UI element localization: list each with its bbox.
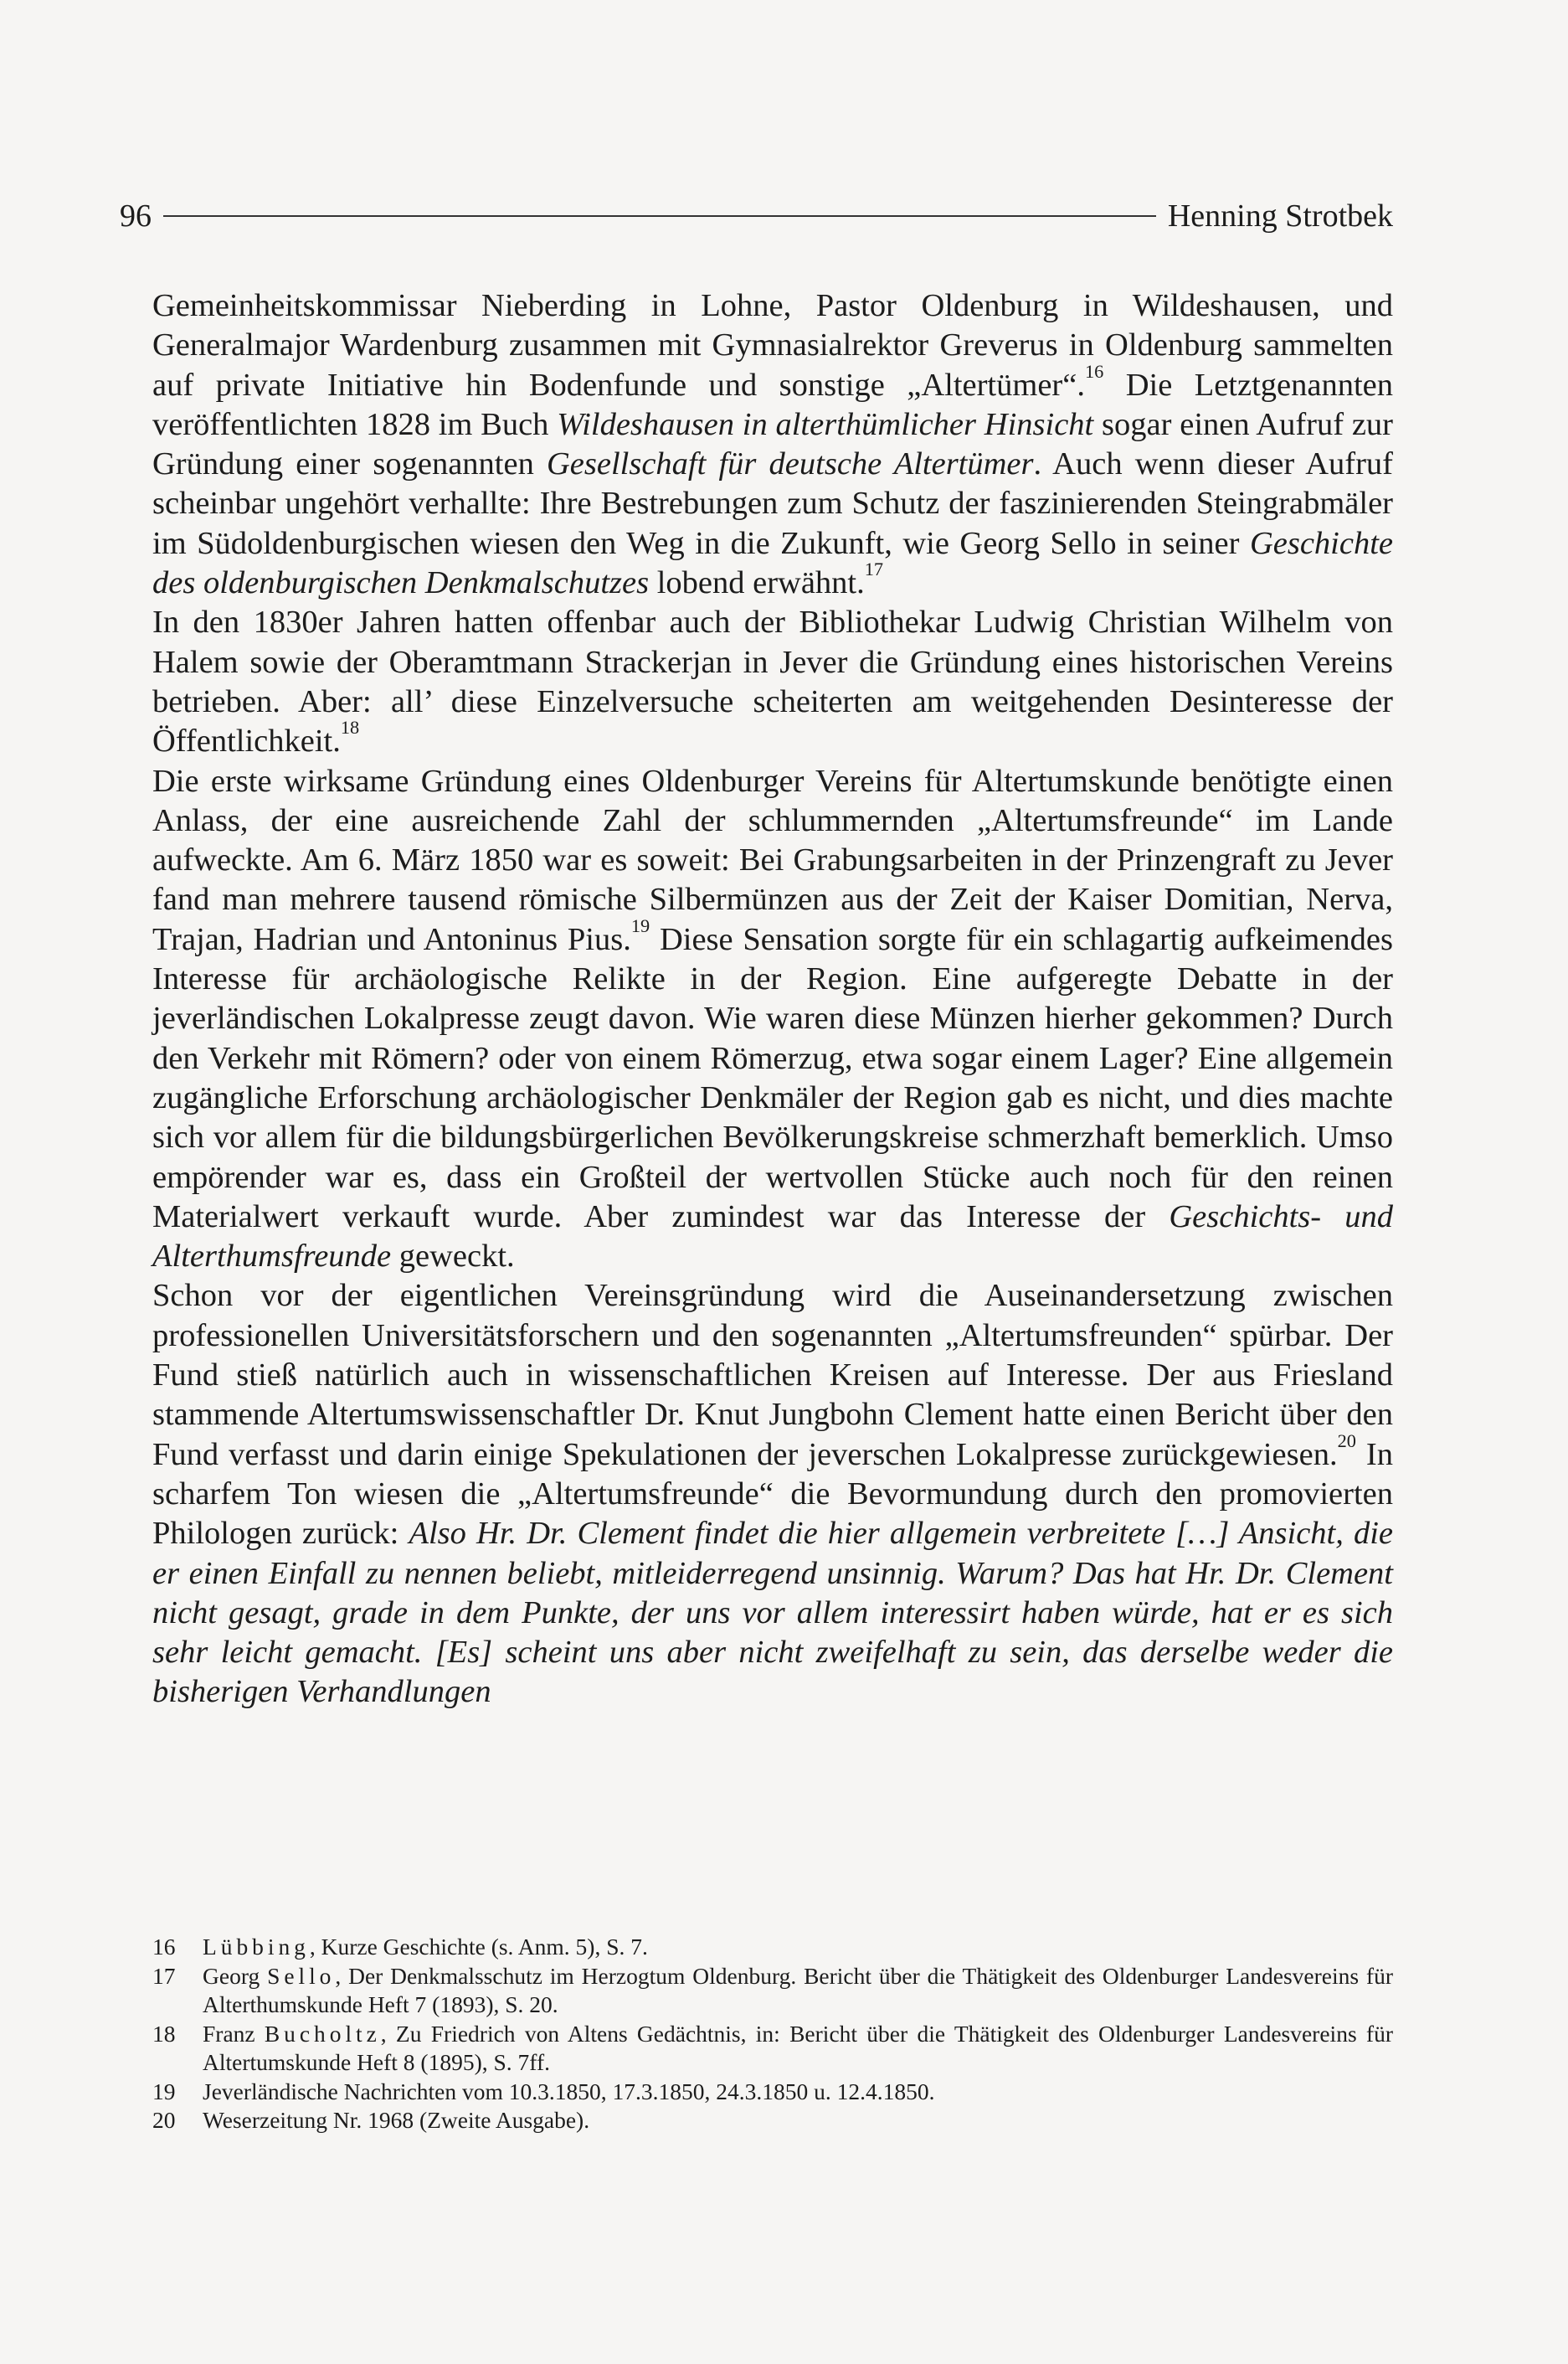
footnote-text	[203, 1933, 1393, 1962]
author-name: Sello	[267, 1962, 336, 1989]
text-run: , Zu Friedrich von Altens Gedächtnis, in: Bericht über die Thätigkeit des Oldenburger Landesvereins für Altertumskunde Heft 8 (1895), S. 7ff.	[203, 2020, 1393, 2075]
footnote-number: 16	[152, 1934, 176, 1960]
footnote-ref: 18	[340, 717, 360, 739]
footnote-text	[203, 2078, 1393, 2107]
footnote	[152, 1962, 1393, 2020]
footnote	[152, 2020, 1393, 2078]
text-run: Die erste wirksame Gründung eines Oldenburger Vereins für Altertumskunde benötigte einen Anlass, der eine ausreichende Zahl der schlummernden „Altertumsfreunde“ im Lande aufweckte. Am 6. März 1850 war es soweit: Bei Grabungsarbeiten in der Prinzengraft zu Jever fand man mehrere tausend römische Silbermünzen aus der Zeit der Kaiser Domitian, Nerva, Trajan, Hadrian und Antoninus Pius.	[152, 763, 1393, 957]
footnotes	[152, 1933, 1393, 2135]
page-number: 96	[120, 198, 152, 234]
italic-run: Geschichts- und Alterthumsfreunde	[152, 1198, 1394, 1275]
paragraph	[152, 603, 1393, 761]
paragraph	[152, 286, 1393, 603]
footnote-ref: 16	[1084, 360, 1104, 382]
footnote-ref: 20	[1337, 1429, 1356, 1451]
footnote	[152, 2078, 1393, 2107]
text-run: , Kurze Geschichte (s. Anm. 5), S. 7.	[309, 1934, 648, 1960]
paragraph	[152, 1276, 1393, 1712]
text-run: In scharfem Ton wiesen die „Altertumsfreunde“ die Bevormundung durch den promovierten Philologen zurück:	[152, 1436, 1393, 1552]
footnote-number: 20	[152, 2107, 176, 2133]
italic-run: Geschichte des oldenburgischen Denkmalschutzes	[152, 525, 1393, 601]
footnote-ref: 19	[630, 914, 650, 936]
paragraph	[152, 762, 1393, 1277]
footnote-number: 18	[152, 2020, 176, 2047]
text-run: In den 1830er Jahren hatten offenbar auch der Bibliothekar Ludwig Christian Wilhelm von Halem sowie der Oberamtmann Strackerjan in Jever die Gründung eines historischen Vereins betrieben. Aber: all’ diese Einzelversuche scheiterten am weitgehenden Desinteresse der Öffentlichkeit.	[152, 605, 1393, 760]
text-run: geweckt.	[391, 1239, 515, 1275]
text-run: Diese Sensation sorgte für ein schlagartig aufkeimendes Interesse für archäologische Relikte in der Region. Eine aufgeregte Debatte in der jeverländischen Lokalpresse zeugt davon. Wie waren diese Münzen hierher gekommen? Durch den Verkehr mit Römern? oder von einem Römerzug, etwa sogar einem Lager? Eine allgemein zugängliche Erforschung archäologischer Denkmäler der Region gab es nicht, und dies machte sich vor allem für die bildungsbürgerlichen Bevölkerungskreise schmerzhaft bemerklich. Umso empörender war es, dass ein Großteil der wertvollen Stücke auch noch für den reinen Materialwert verkauft wurde. Aber zumindest war das Interesse der	[152, 921, 1393, 1234]
text-run: , Der Denkmalsschutz im Herzogtum Oldenburg. Bericht über die Thätigkeit des Oldenburger Landesvereins für Alterthumskunde Heft 7 (1893), S. 20.	[203, 1962, 1394, 2017]
footnote-ref: 17	[864, 558, 884, 579]
text-run: Weserzeitung Nr. 1968 (Zweite Ausgabe).	[203, 2107, 590, 2133]
text-run: . Auch wenn dieser Aufruf scheinbar ungehört verhallte: Ihre Bestrebungen zum Schutz der faszinierenden Steingrabmäler im Südoldenburgischen wiesen den Weg in die Zukunft, wie Georg Sello in seiner	[152, 446, 1393, 561]
text-run: Georg	[203, 1962, 268, 1989]
author-name: Lübbing	[203, 1934, 310, 1960]
footnote-number: 19	[152, 2078, 176, 2104]
footnote-text	[203, 2106, 1393, 2135]
running-head-author: Henning Strotbek	[1167, 198, 1393, 234]
footnote-number: 17	[152, 1962, 176, 1989]
text-run: Die Letztgenannten veröffentlichten 1828 im Buch	[152, 367, 1393, 442]
header-rule	[163, 215, 1156, 217]
italic-run: Wildeshausen in alterthümlicher Hinsicht	[557, 406, 1094, 442]
text-run: lobend erwähnt.	[649, 565, 865, 601]
footnote	[152, 2106, 1393, 2135]
text-run: Schon vor der eigentlichen Vereinsgründung wird die Auseinandersetzung zwischen professionellen Universitätsforschern und den sogenannten „Altertumsfreunden“ spürbar. Der Fund stieß natürlich auch in wissenschaftlichen Kreisen auf Interesse. Der aus Friesland stammende Altertumswissenschaftler Dr. Knut Jungbohn Clement hatte einen Bericht über den Fund verfasst und darin einige Spekulationen der jeverschen Lokalpresse zurückgewiesen.	[152, 1278, 1393, 1472]
footnote-text	[203, 1962, 1393, 2020]
text-run: Gemeinheitskommissar Nieberding in Lohne, Pastor Oldenburg in Wildeshausen, und Generalmajor Wardenburg zusammen mit Gymnasialrektor Greverus in Oldenburg sammelten auf private Initiative hin Bodenfunde und sonstige „Altertümer“.	[152, 288, 1393, 403]
body-text	[152, 286, 1393, 1712]
text-run: Jeverländische Nachrichten vom 10.3.1850, 17.3.1850, 24.3.1850 u. 12.4.1850.	[203, 2078, 935, 2104]
text-run: Franz	[203, 2020, 265, 2047]
italic-run: Also Hr. Dr. Clement findet die hier allgemein verbreitete […] Ansicht, die er einen Einfall zu nennen beliebt, mitleiderregend unsinnig. Warum? Das hat Hr. Dr. Clement nicht gesagt, grade in dem Punkte, der uns vor allem interessirt haben würde, hat er es sich sehr leicht gemacht. [Es] scheint uns aber nicht zweifelhaft zu sein, das derselbe weder die bisherigen Verhandlungen	[152, 1516, 1393, 1710]
running-head	[120, 189, 1393, 243]
footnote	[152, 1933, 1393, 1962]
footnote-text	[203, 2020, 1393, 2078]
author-name: Bucholtz	[264, 2020, 381, 2047]
text-run: sogar einen Aufruf zur Gründung einer sogenannten	[152, 406, 1393, 482]
italic-run: Gesellschaft für deutsche Altertümer	[546, 446, 1034, 482]
